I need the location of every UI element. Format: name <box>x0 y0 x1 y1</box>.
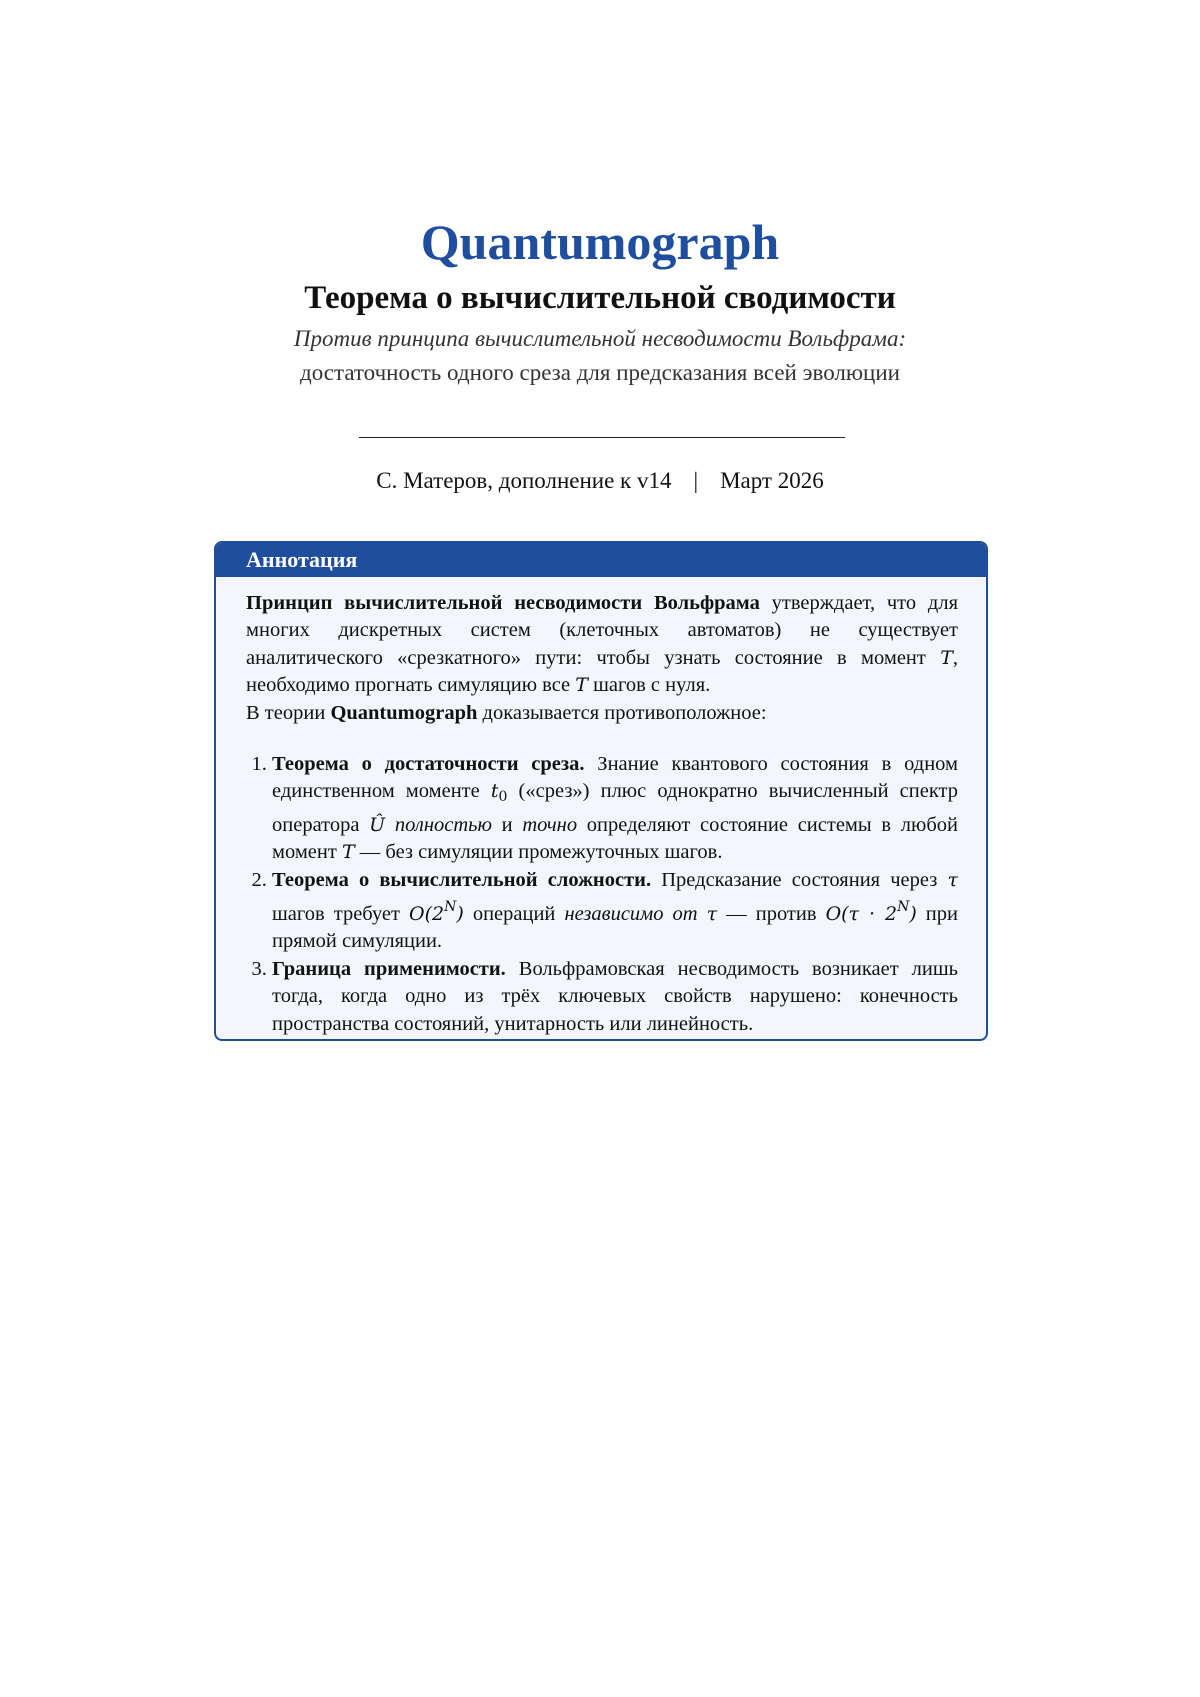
item-text: Знание квантового состояния в одном единственном моменте <box>272 753 958 803</box>
list-item <box>272 956 958 1038</box>
intro-text-1: утверждает, что для многих дискретных систем (клеточных автоматов) не существует аналитического «срезкатного» пути: чтобы узнать состояние в момент <box>246 592 958 669</box>
abstract-heading: Аннотация <box>246 547 358 572</box>
item-text: шагов требует <box>272 903 410 926</box>
item-title: Теорема о вычислительной сложности. <box>272 868 652 891</box>
list-item <box>272 867 958 956</box>
item-title: Теорема о достаточности среза. <box>272 753 585 776</box>
math-complexity: $O(\tau \cdot 2^N)$ <box>825 899 917 926</box>
math-var-tau: τ <box>706 903 718 926</box>
intro-text-3: шагов с нуля. <box>587 674 711 697</box>
abstract-header <box>216 543 986 577</box>
abstract-intro-2 <box>246 700 958 727</box>
intro2-bold-name: Quantumograph <box>330 701 478 724</box>
theorem-list <box>246 751 958 1038</box>
author: С. Матеров, дополнение к v14 <box>376 468 672 493</box>
title-rule <box>359 437 845 438</box>
item-text <box>385 814 395 836</box>
intro-text-2: , необходимо прогнать симуляцию все <box>246 646 958 697</box>
abstract-box <box>214 541 988 1041</box>
abstract-intro <box>246 590 958 700</box>
math-var-T: T <box>575 674 588 697</box>
item-emphasis: независимо от <box>564 903 698 926</box>
math-var-T: T <box>940 646 953 669</box>
math-complexity: $O(2^N)$ <box>409 899 464 926</box>
math-var-tau: τ <box>947 868 958 891</box>
item-text: Предсказание состояния через <box>651 868 948 891</box>
byline-separator: | <box>693 468 699 493</box>
item-text: — против <box>717 903 826 926</box>
item-title: Граница применимости. <box>272 957 506 980</box>
intro2-text-1: В теории <box>246 701 331 724</box>
tagline-line-2: достаточность одного среза для предсказания всей эволюции <box>300 360 900 385</box>
item-text: операций <box>463 903 565 926</box>
abstract-body <box>246 590 958 1038</box>
item-emphasis: точно <box>522 813 578 836</box>
math-subscript: 0 <box>498 789 508 806</box>
document-subtitle: Теорема о вычислительной сводимости <box>304 280 896 316</box>
intro-bold-lead: Принцип вычислительной несводимости Вольфрама <box>246 592 760 614</box>
intro2-text-2: доказывается противоположное: <box>477 701 767 724</box>
item-emphasis: полностью <box>394 813 492 836</box>
tagline-line-1: Против принципа вычислительной несводимости Вольфрама: <box>293 326 907 351</box>
date: Март 2026 <box>720 468 824 493</box>
item-text: определяют состояние системы в любой момент <box>272 813 958 864</box>
item-text: — без симуляции промежуточных шагов. <box>354 841 723 864</box>
item-text <box>698 903 707 925</box>
math-operator-U: Û <box>369 813 386 836</box>
item-text: и <box>491 813 523 836</box>
byline <box>0 464 1200 498</box>
math-superscript: N <box>897 899 910 916</box>
list-item <box>272 751 958 867</box>
document-title: Quantumograph <box>420 214 780 270</box>
item-text: при прямой симуляции. <box>272 903 958 953</box>
math-var-T: T <box>341 841 355 864</box>
item-text: («срез») плюс однократно вычисленный спектр оператора <box>272 780 958 836</box>
item-text: Вольфрамовская несводимость возникает лишь тогда, когда одно из трёх ключевых свойств нарушено: конечность пространства состояний, унитарность или линейность. <box>272 957 958 1035</box>
math-superscript: N <box>444 899 457 916</box>
math-var-t: $t_0$ <box>490 780 508 806</box>
